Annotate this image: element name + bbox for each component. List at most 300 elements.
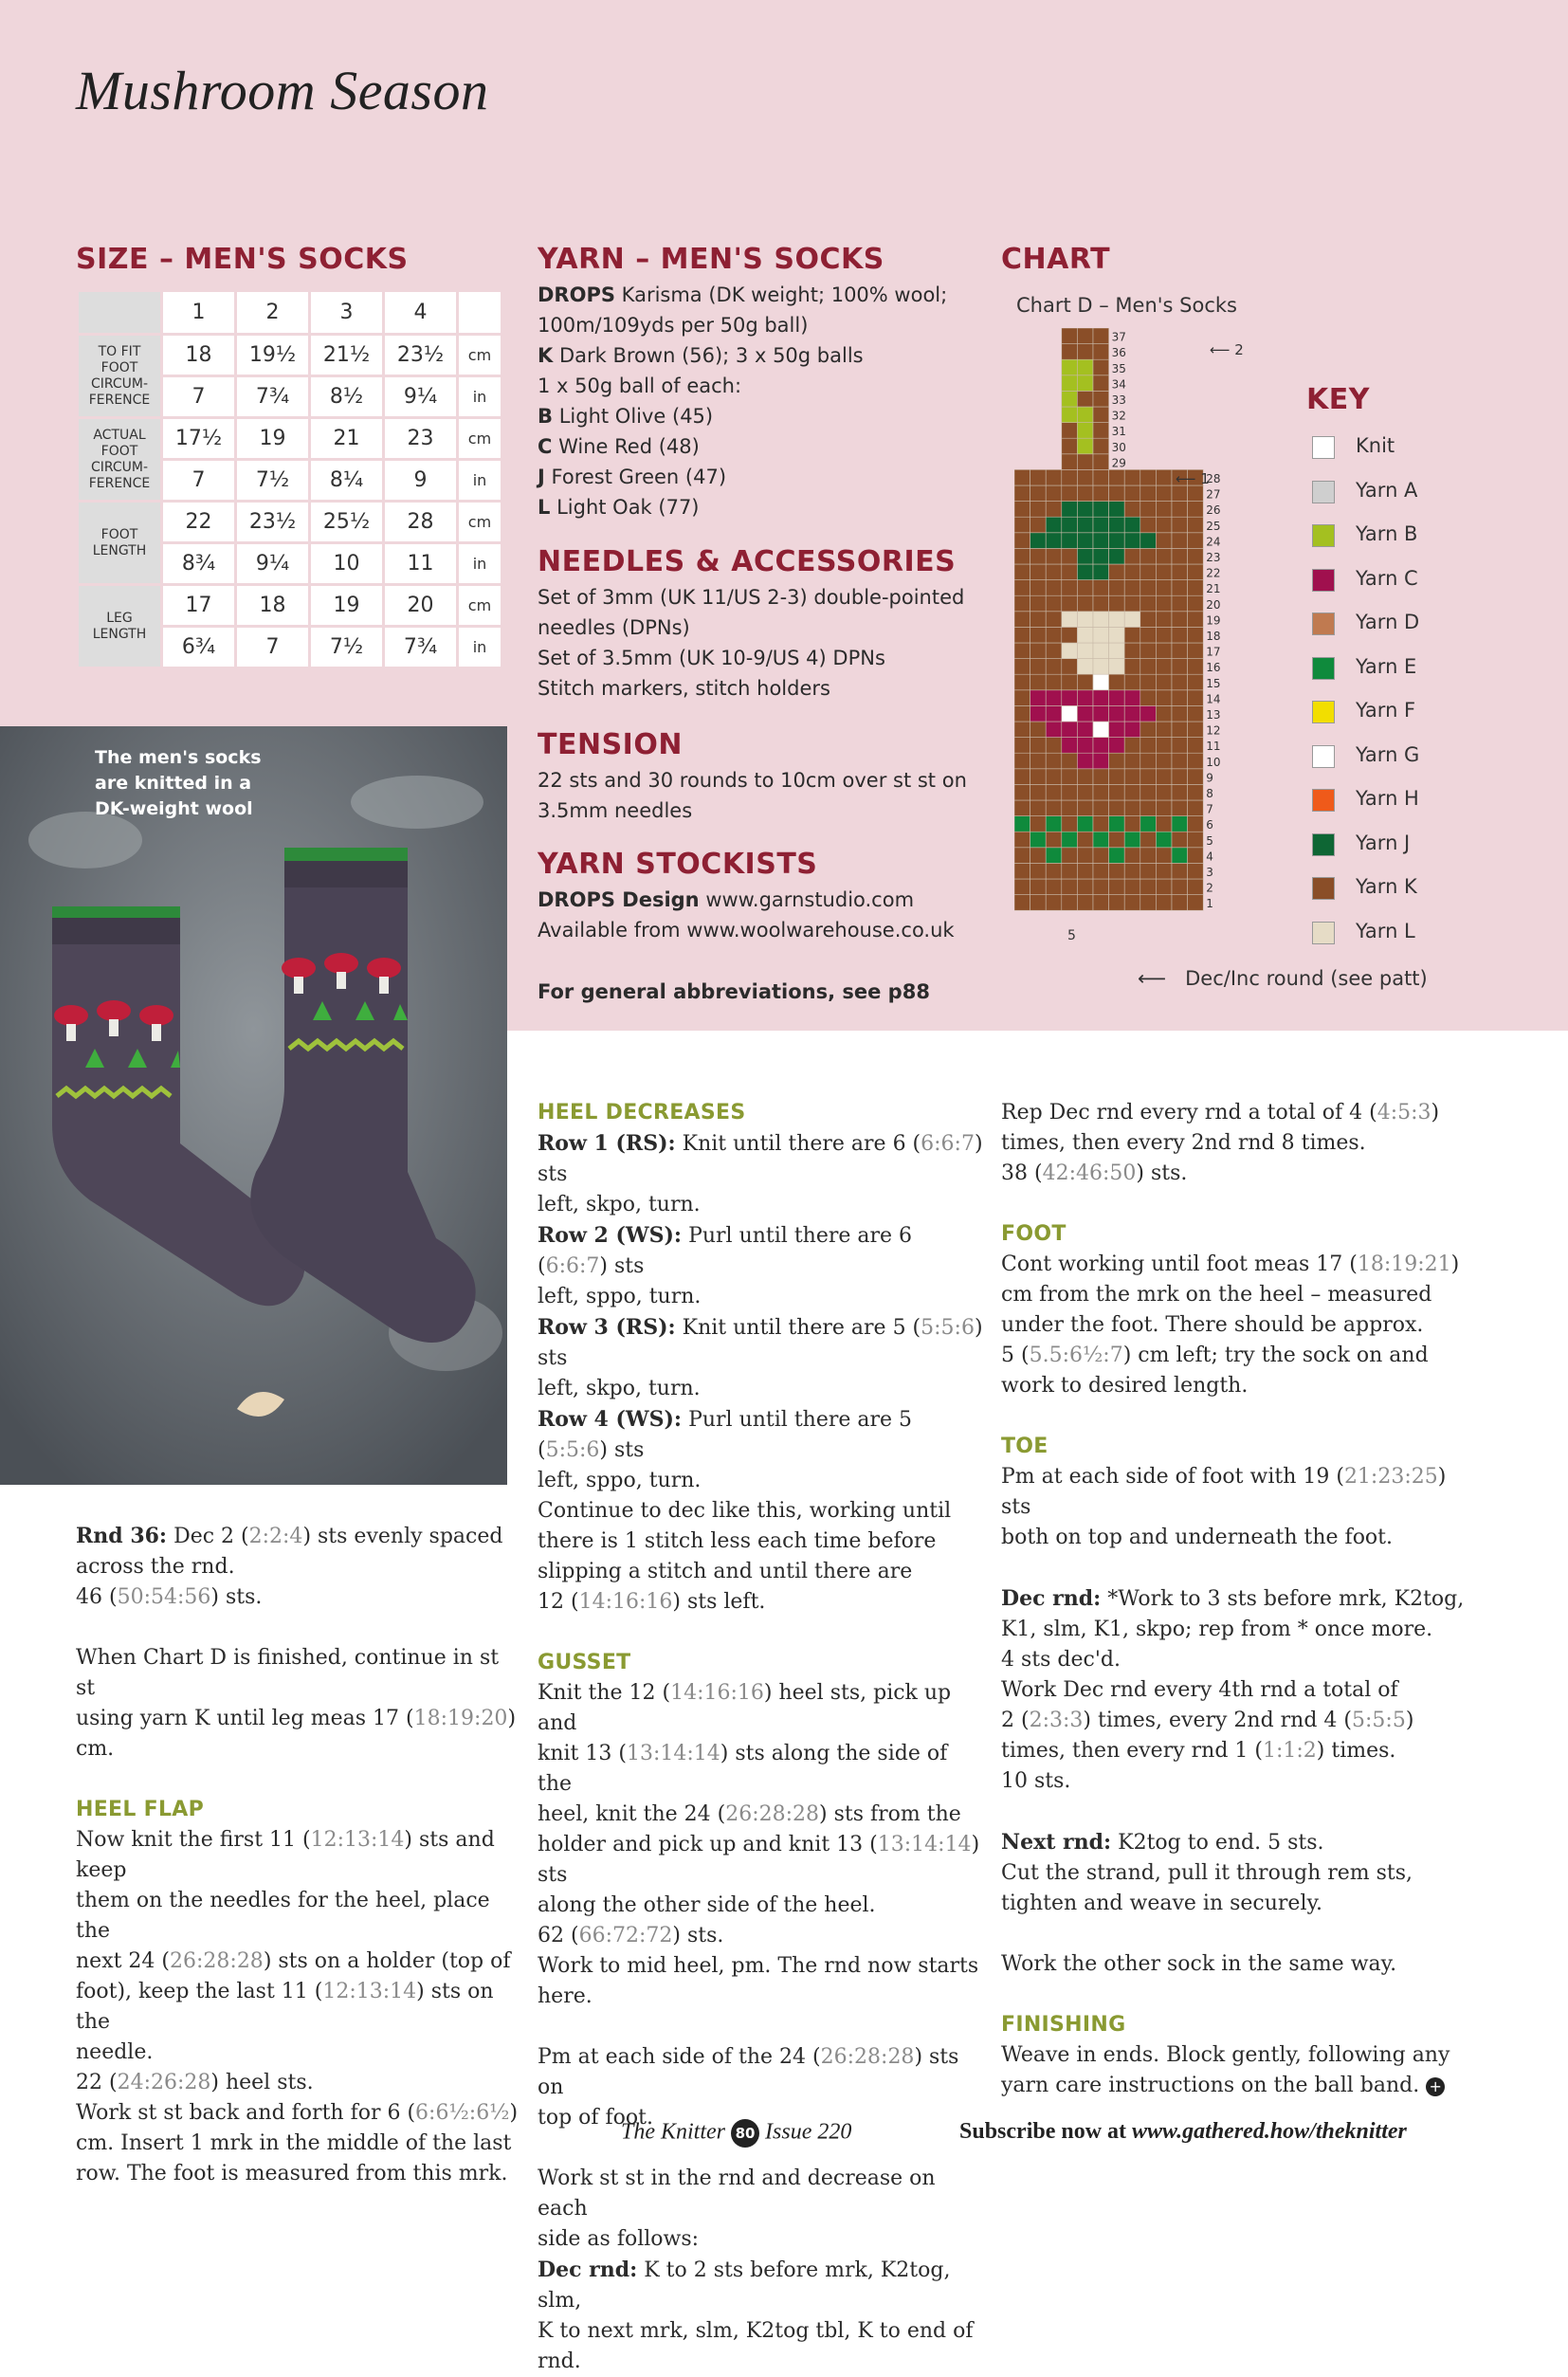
chart-heading: CHART: [1001, 243, 1111, 276]
text: cm. Insert 1 mrk in the middle of the last: [76, 2131, 512, 2155]
needles-line: Stitch markers, stitch holders: [538, 677, 830, 700]
size-value: 8¼: [311, 461, 382, 500]
size-values: 4:5:3: [1377, 1101, 1431, 1125]
chart-cell: [1046, 784, 1062, 800]
chart-cell: [1124, 784, 1140, 800]
chart-cell: [1077, 674, 1093, 690]
chart-cell: [1014, 469, 1030, 485]
chart-cell: [1188, 674, 1204, 690]
size-value: 7: [237, 628, 308, 667]
stockist-link[interactable]: www.garnstudio.com: [705, 888, 915, 911]
subscribe-text: Subscribe now at: [959, 2119, 1127, 2144]
chart-cell: [1188, 502, 1204, 518]
chart-cell: [1124, 595, 1140, 612]
term: Row 4 (WS):: [538, 1407, 683, 1432]
marker-label: 1: [1200, 470, 1210, 487]
text: Work Dec rnd every 4th rnd a total of: [1001, 1678, 1398, 1702]
chart-cell: [1062, 659, 1078, 675]
text: needle.: [76, 2040, 154, 2064]
yarn-code: C: [538, 435, 553, 458]
chart-cell: [1093, 485, 1109, 502]
chart-cell: [1140, 800, 1157, 816]
chart-row-number: 19: [1206, 613, 1221, 628]
key-swatch: [1312, 524, 1335, 547]
size-value: 28: [385, 503, 456, 541]
chart-cell: [1172, 863, 1188, 879]
chart-cell: [1140, 580, 1157, 596]
chart-cell: [1093, 548, 1109, 564]
magazine-name: The Knitter: [621, 2119, 726, 2145]
text: slipping a stitch and until there are: [538, 1560, 913, 1583]
size-unit: [459, 292, 501, 333]
chart-cell: [1124, 674, 1140, 690]
chart-cell: [1109, 690, 1125, 706]
size-values: 18:19:21: [1357, 1252, 1451, 1276]
chart-cell: [1077, 612, 1093, 628]
chart-cell: [1077, 643, 1093, 659]
chart-cell: [1188, 879, 1204, 895]
heel-flap-heading: HEEL FLAP: [76, 1798, 205, 1821]
chart-cell: [1093, 407, 1109, 423]
chart-cell: [1093, 580, 1109, 596]
chart-cell: [1124, 517, 1140, 533]
text: ) sts from the: [819, 1802, 961, 1826]
text: Work to mid heel, pm. The rnd now starts: [538, 1954, 979, 1978]
size-table: [76, 289, 503, 669]
chart-cell: [1030, 612, 1047, 628]
chart-cell: [1093, 690, 1109, 706]
chart-cell: [1156, 548, 1172, 564]
chart-cell: [1093, 454, 1109, 470]
chart-cell: [1156, 863, 1172, 879]
marker-label: 2: [1234, 341, 1244, 358]
text: Cut the strand, pull it through rem sts,: [1001, 1861, 1413, 1885]
text: next 24 (: [76, 1949, 170, 1973]
text: Purl until there are 6 (: [538, 1224, 913, 1278]
yarn-line: Karisma (DK weight; 100% wool;: [621, 283, 948, 306]
chart-cell: [1156, 722, 1172, 738]
chart-cell: [1140, 502, 1157, 518]
size-row: [79, 419, 501, 458]
foot-heading: FOOT: [1001, 1222, 1067, 1246]
chart-cell: [1172, 690, 1188, 706]
chart-cell: [1030, 769, 1047, 785]
chart-cell: [1014, 548, 1030, 564]
size-unit: cm: [459, 419, 501, 458]
chart-cell: [1030, 705, 1047, 722]
chart-cell: [1109, 643, 1125, 659]
text: Rep Dec rnd every rnd a total of 4 (: [1001, 1101, 1377, 1125]
size-label: FOOT LENGTH: [79, 503, 160, 583]
size-values: 2:3:3: [1029, 1709, 1084, 1732]
chart-cell: [1140, 469, 1157, 485]
chart-cell: [1124, 627, 1140, 643]
chart-row-number: 3: [1206, 866, 1213, 879]
text: yarn care instructions on the ball band.: [1001, 2074, 1420, 2097]
size-value: 23: [385, 419, 456, 458]
key-label: Yarn L: [1356, 919, 1415, 942]
chart-cell: [1077, 879, 1093, 895]
size-value: 7½: [237, 461, 308, 500]
chart-cell: [1077, 848, 1093, 864]
text: there is 1 stitch less each time before: [538, 1529, 937, 1553]
key-label: Yarn D: [1356, 611, 1420, 633]
size-value: 23½: [237, 503, 308, 541]
chart-cell: [1030, 485, 1047, 502]
chart-cell: [1188, 722, 1204, 738]
chart-cell: [1062, 895, 1078, 911]
chart-cell: [1156, 502, 1172, 518]
chart-row-number: 13: [1206, 708, 1221, 722]
chart-cell: [1140, 517, 1157, 533]
chart-cell: [1124, 612, 1140, 628]
chart-cell: [1156, 895, 1172, 911]
text: ) sts.: [1136, 1161, 1188, 1185]
text: Work st st back and forth for 6 (: [76, 2101, 416, 2125]
size-values: 42:46:50: [1042, 1161, 1137, 1185]
chart-cell: [1124, 816, 1140, 832]
chart-cell: [1156, 533, 1172, 549]
chart-cell: [1188, 533, 1204, 549]
chart-cell: [1124, 895, 1140, 911]
chart-cell: [1077, 423, 1093, 439]
footer-left: [621, 2119, 851, 2148]
text: here.: [538, 1984, 593, 2008]
chart-cell: [1077, 784, 1093, 800]
yarn-line: Forest Green (47): [551, 466, 727, 488]
text: heel, knit the 24 (: [538, 1802, 726, 1826]
text: row. The foot is measured from this mrk.: [76, 2162, 508, 2185]
text: ) sts: [599, 1254, 645, 1278]
chart-cell: [1093, 469, 1109, 485]
toe-heading: TOE: [1001, 1435, 1048, 1458]
yarn-line: Light Olive (45): [558, 405, 714, 428]
text: 62 (: [538, 1924, 579, 1947]
chart-cell: [1062, 784, 1078, 800]
yarn-section: [538, 243, 983, 522]
term: Dec rnd:: [1001, 1586, 1102, 1611]
chart-cell: [1109, 895, 1125, 911]
chart-cell: [1046, 848, 1062, 864]
row-marker-1: ⟵ 1: [1176, 470, 1210, 487]
text: tighten and weave in securely.: [1001, 1892, 1322, 1915]
text: ) sts: [599, 1438, 645, 1462]
size-value: 9¼: [237, 544, 308, 583]
text: along the other side of the heel.: [538, 1893, 876, 1917]
size-values: 12:13:14: [322, 1980, 417, 2003]
chart-cell: [1062, 816, 1078, 832]
chart-cell: [1140, 548, 1157, 564]
chart-cell: [1062, 769, 1078, 785]
text: them on the needles for the heel, place the: [76, 1889, 490, 1943]
chart-cell: [1077, 769, 1093, 785]
chart-row-number: 20: [1206, 597, 1221, 612]
chart-row-number: 28: [1206, 472, 1221, 485]
chart-cell: [1077, 564, 1093, 580]
stockist-brand: DROPS Design: [538, 888, 700, 911]
size-value: 7: [163, 461, 234, 500]
chart-cell: [1093, 895, 1109, 911]
chart-cell: [1093, 344, 1109, 360]
text: using yarn K until leg meas 17 (: [76, 1707, 414, 1730]
chart-row-number: 29: [1111, 456, 1126, 470]
yarn-line: Wine Red (48): [558, 435, 700, 458]
chart-cell: [1014, 800, 1030, 816]
key-swatch: [1312, 481, 1335, 503]
chart-cell: [1188, 895, 1204, 911]
text: times, then every rnd 1 (: [1001, 1739, 1263, 1763]
chart-cell: [1172, 674, 1188, 690]
chart-cell: [1156, 469, 1172, 485]
chart-cell: [1140, 674, 1157, 690]
size-heading: SIZE – MEN'S SOCKS: [76, 243, 409, 276]
chart-cell: [1014, 533, 1030, 549]
yarn-heading: YARN – MEN'S SOCKS: [538, 243, 884, 276]
chart-cell: [1124, 564, 1140, 580]
text: ) times.: [1316, 1739, 1396, 1763]
text: rnd.: [538, 2350, 581, 2373]
chart-cell: [1109, 674, 1125, 690]
stockists-heading: YARN STOCKISTS: [538, 848, 818, 881]
chart-cell: [1093, 863, 1109, 879]
size-values: 5:5:6: [921, 1316, 975, 1340]
chart-cell: [1140, 753, 1157, 769]
chart-row-number: 30: [1111, 440, 1126, 454]
chart-cell: [1077, 533, 1093, 549]
size-unit: cm: [459, 503, 501, 541]
chart-cell: [1109, 580, 1125, 596]
chart-cell: [1077, 580, 1093, 596]
chart-cell: [1156, 595, 1172, 612]
text: times, then every 2nd rnd 8 times.: [1001, 1131, 1366, 1155]
needles-line: Set of 3.5mm (UK 10-9/US 4) DPNs: [538, 647, 885, 669]
chart-cell: [1140, 848, 1157, 864]
text: ): [509, 2101, 519, 2125]
chart-cell: [1188, 848, 1204, 864]
text: left, skpo, turn.: [538, 1377, 701, 1400]
chart-cell: [1109, 705, 1125, 722]
size-values: 26:28:28: [820, 2045, 915, 2069]
end-mark-icon: +: [1426, 2077, 1445, 2096]
chart-cell: [1014, 722, 1030, 738]
chart-cell: [1188, 485, 1204, 502]
text: Now knit the first 11 (: [76, 1828, 311, 1852]
chart-cell: [1109, 816, 1125, 832]
chart-cell: [1030, 517, 1047, 533]
chart-cell: [1140, 564, 1157, 580]
chart-cell: [1046, 832, 1062, 848]
text: ) sts on a holder (top of: [263, 1949, 511, 1973]
chart-cell: [1062, 564, 1078, 580]
chart-row-number: 11: [1206, 740, 1221, 754]
size-value: 19½: [237, 336, 308, 375]
chart-cell: [1062, 643, 1078, 659]
chart-cell: [1156, 485, 1172, 502]
tension-heading: TENSION: [538, 728, 683, 761]
chart-cell: [1014, 564, 1030, 580]
chart-cell: [1046, 722, 1062, 738]
text: Weave in ends. Block gently, following any: [1001, 2043, 1450, 2067]
chart-row-number: 14: [1206, 692, 1221, 706]
chart-row-number: 35: [1111, 361, 1126, 375]
chart-cell: [1124, 502, 1140, 518]
chart-cell: [1188, 738, 1204, 754]
chart-cell: [1030, 848, 1047, 864]
chart-cell: [1093, 391, 1109, 407]
chart-cell: [1093, 438, 1109, 454]
key-label: Yarn K: [1356, 875, 1417, 898]
text: foot), keep the last 11 (: [76, 1980, 323, 2003]
text: ) sts evenly spaced: [302, 1525, 503, 1548]
size-label: [79, 292, 160, 333]
footer-right: [959, 2119, 1407, 2145]
chart-cell: [1062, 502, 1078, 518]
chart-cell: [1109, 533, 1125, 549]
tension-line: 22 sts and 30 rounds to 10cm over st st on: [538, 769, 967, 792]
stockist-line: Available from www.woolwarehouse.co.uk: [538, 919, 955, 942]
chart-cell: [1046, 502, 1062, 518]
chart-cell: [1046, 659, 1062, 675]
chart-cell: [1062, 548, 1078, 564]
text: left, sppo, turn.: [538, 1285, 702, 1308]
chart-cell: [1030, 659, 1047, 675]
chart-cell: [1030, 895, 1047, 911]
chart-row-number: 10: [1206, 755, 1221, 769]
text: Purl until there are 5 (: [538, 1408, 913, 1462]
chart-cell: [1014, 753, 1030, 769]
chart-cell: [1077, 659, 1093, 675]
chart-row-number: 33: [1111, 393, 1126, 407]
chart-cell: [1014, 627, 1030, 643]
chart-cell: [1014, 705, 1030, 722]
chart-cell: [1077, 454, 1093, 470]
chart-cell: [1188, 643, 1204, 659]
key-swatch: [1312, 701, 1335, 723]
chart-cell: [1062, 533, 1078, 549]
needles-section: [538, 545, 993, 704]
chart-row-number: 5: [1206, 833, 1213, 848]
chart-cell: [1156, 832, 1172, 848]
text: holder and pick up and knit 13 (: [538, 1833, 878, 1856]
chart-cell: [1188, 548, 1204, 564]
chart-cell: [1077, 895, 1093, 911]
size-value: 9: [385, 461, 456, 500]
chart-cell: [1124, 753, 1140, 769]
key-swatch: [1312, 922, 1335, 944]
text: Knit until there are 6 (: [682, 1132, 921, 1156]
chart-cell: [1014, 863, 1030, 879]
chart-cell: [1093, 816, 1109, 832]
subscribe-link[interactable]: www.gathered.how/theknitter: [1132, 2119, 1407, 2144]
text: ) sts on the: [76, 1980, 494, 2034]
chart-cell: [1093, 612, 1109, 628]
chart-cell: [1156, 738, 1172, 754]
chart-row-number: 34: [1111, 377, 1126, 392]
text: top of foot.: [538, 2106, 654, 2130]
chart-cell: [1093, 705, 1109, 722]
chart-cell: [1156, 659, 1172, 675]
chart-cell: [1140, 769, 1157, 785]
text: Knit until there are 5 (: [682, 1316, 921, 1340]
text: K to 2 sts before mrk, K2tog, slm,: [538, 2258, 951, 2313]
text: left, skpo, turn.: [538, 1193, 701, 1216]
text: 5 (: [1001, 1344, 1030, 1367]
chart-cell: [1046, 627, 1062, 643]
size-value: 17½: [163, 419, 234, 458]
chart-cell: [1093, 423, 1109, 439]
key-label: Yarn B: [1356, 522, 1418, 545]
chart-cell: [1140, 643, 1157, 659]
chart-row-number: 21: [1206, 582, 1221, 596]
chart-cell: [1093, 879, 1109, 895]
chart-cell: [1093, 832, 1109, 848]
chart-cell: [1156, 848, 1172, 864]
chart-cell: [1124, 469, 1140, 485]
text: 46 (: [76, 1585, 118, 1609]
size-value: 4: [385, 292, 456, 333]
size-values: 12:13:14: [310, 1828, 405, 1852]
chart-cell: [1046, 485, 1062, 502]
yarn-line: Light Oak (77): [556, 496, 700, 519]
chart-cell: [1077, 722, 1093, 738]
text: K2tog to end. 5 sts.: [1118, 1831, 1324, 1855]
chart-cell: [1188, 769, 1204, 785]
chart-cell: [1062, 722, 1078, 738]
size-unit: in: [459, 544, 501, 583]
chart-cell: [1093, 627, 1109, 643]
issue-number: Issue 220: [765, 2119, 852, 2145]
size-value: 19: [311, 586, 382, 625]
text: Knit the 12 (: [538, 1681, 671, 1705]
text: side as follows:: [538, 2227, 700, 2251]
text: ) sts.: [672, 1924, 724, 1947]
chart-cell: [1030, 784, 1047, 800]
chart-row-number: 1: [1206, 897, 1213, 911]
chart-cell: [1140, 895, 1157, 911]
chart-cell: [1093, 375, 1109, 392]
chart-cell: [1046, 738, 1062, 754]
chart-cell: [1172, 832, 1188, 848]
chart-cell: [1140, 690, 1157, 706]
chart-cell: [1188, 612, 1204, 628]
chart-cell: [1140, 627, 1157, 643]
size-value: 7¾: [385, 628, 456, 667]
chart-cell: [1172, 784, 1188, 800]
chart-cell: [1140, 612, 1157, 628]
caption-line: The men's socks: [95, 747, 262, 768]
size-values: 26:28:28: [725, 1802, 820, 1826]
chart-cell: [1124, 548, 1140, 564]
chart-cell: [1077, 485, 1093, 502]
chart-cell: [1077, 800, 1093, 816]
key-swatch: [1312, 436, 1335, 459]
chart-cell: [1188, 800, 1204, 816]
text: ) sts on: [538, 2045, 959, 2099]
size-values: 5:5:6: [545, 1438, 600, 1462]
chart-cell: [1124, 659, 1140, 675]
chart-cell: [1030, 690, 1047, 706]
chart-cell: [1109, 469, 1125, 485]
text: Continue to dec like this, working until: [538, 1499, 952, 1523]
chart-cell: [1030, 533, 1047, 549]
chart-cell: [1172, 738, 1188, 754]
chart-cell: [1109, 659, 1125, 675]
key-label: Yarn E: [1356, 654, 1417, 678]
size-value: 21: [311, 419, 382, 458]
text: ) sts and keep: [76, 1828, 495, 1882]
size-values: 6:6:7: [921, 1132, 975, 1156]
chart-cell: [1172, 595, 1188, 612]
